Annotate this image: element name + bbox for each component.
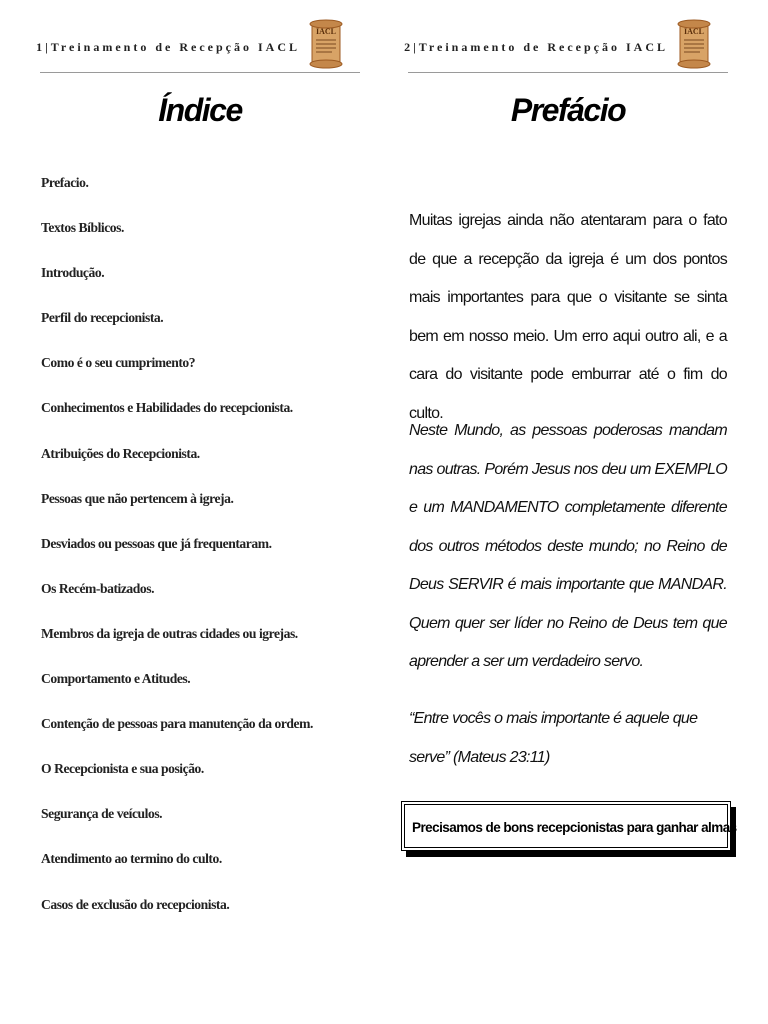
page-title: Índice [158,92,242,128]
preface-paragraph-1: Muitas igrejas ainda não atentaram para o fato de que a recepção da igreja é um dos pontos mais importantes para que o visitante se sinta bem em nosso meio. Um erro aqui outro ali, e a cara do visitante pode emburrar até o fim do culto. [409,212,727,422]
toc-item: Comportamento e Atitudes. [41,671,191,687]
toc-item: Como é o seu cumprimento? [41,355,196,371]
toc-item: Perfil do recepcionista. [41,310,164,326]
toc-item: Conhecimentos e Habilidades do recepcionista. [41,400,293,416]
toc-item: Desviados ou pessoas que já frequentaram. [41,535,272,551]
toc-item: Atribuições do Recepcionista. [41,445,200,461]
svg-text:IACL: IACL [315,27,337,36]
toc-item: Atendimento ao termino do culto. [41,851,222,867]
scroll-logo-icon [306,18,346,70]
callout-box [401,801,737,851]
page-header [404,18,728,73]
toc-item: Contenção de pessoas para manutenção da ordem. [41,716,313,732]
preface-paragraph-2: Neste Mundo, as pessoas poderosas mandam nas outras. Porém Jesus nos deu um EXEMPLO e um MANDAMENTO completamente diferente dos outros métodos deste mundo; no Reino de Deus SERVIR é mais importante que MANDAR. Quem quer ser líder no Reino de Deus tem que aprender a ser um verdadeiro servo. [409,422,727,670]
page-header [36,18,360,73]
toc-item: Os Recém-batizados. [41,580,155,596]
table-of-contents [41,172,371,939]
toc-item: Prefacio. [41,175,89,190]
toc-item: Introdução. [41,265,105,281]
toc-item: Pessoas que não pertencem à igreja. [41,490,234,506]
toc-item: Casos de exclusão do recepcionista. [41,896,230,912]
bible-quote: “Entre vocês o mais importante é aquele que serve” (Mateus 23:11) [409,710,698,766]
toc-item: Membros da igreja de outras cidades ou igrejas. [41,625,298,641]
svg-text:IACL: IACL [683,27,705,36]
header-text: 2|Treinamento de Recepção IACL [404,40,668,54]
page-title: Prefácio [510,92,626,128]
callout-text: Precisamos de bons recepcionistas para ganhar almas [404,804,728,848]
toc-item: Textos Bíblicos. [41,220,124,236]
toc-item: O Recepcionista e sua posição. [41,761,204,777]
header-text: 1|Treinamento de Recepção IACL [36,40,300,54]
scroll-logo-icon [674,18,714,70]
toc-item: Segurança de veículos. [41,806,163,822]
